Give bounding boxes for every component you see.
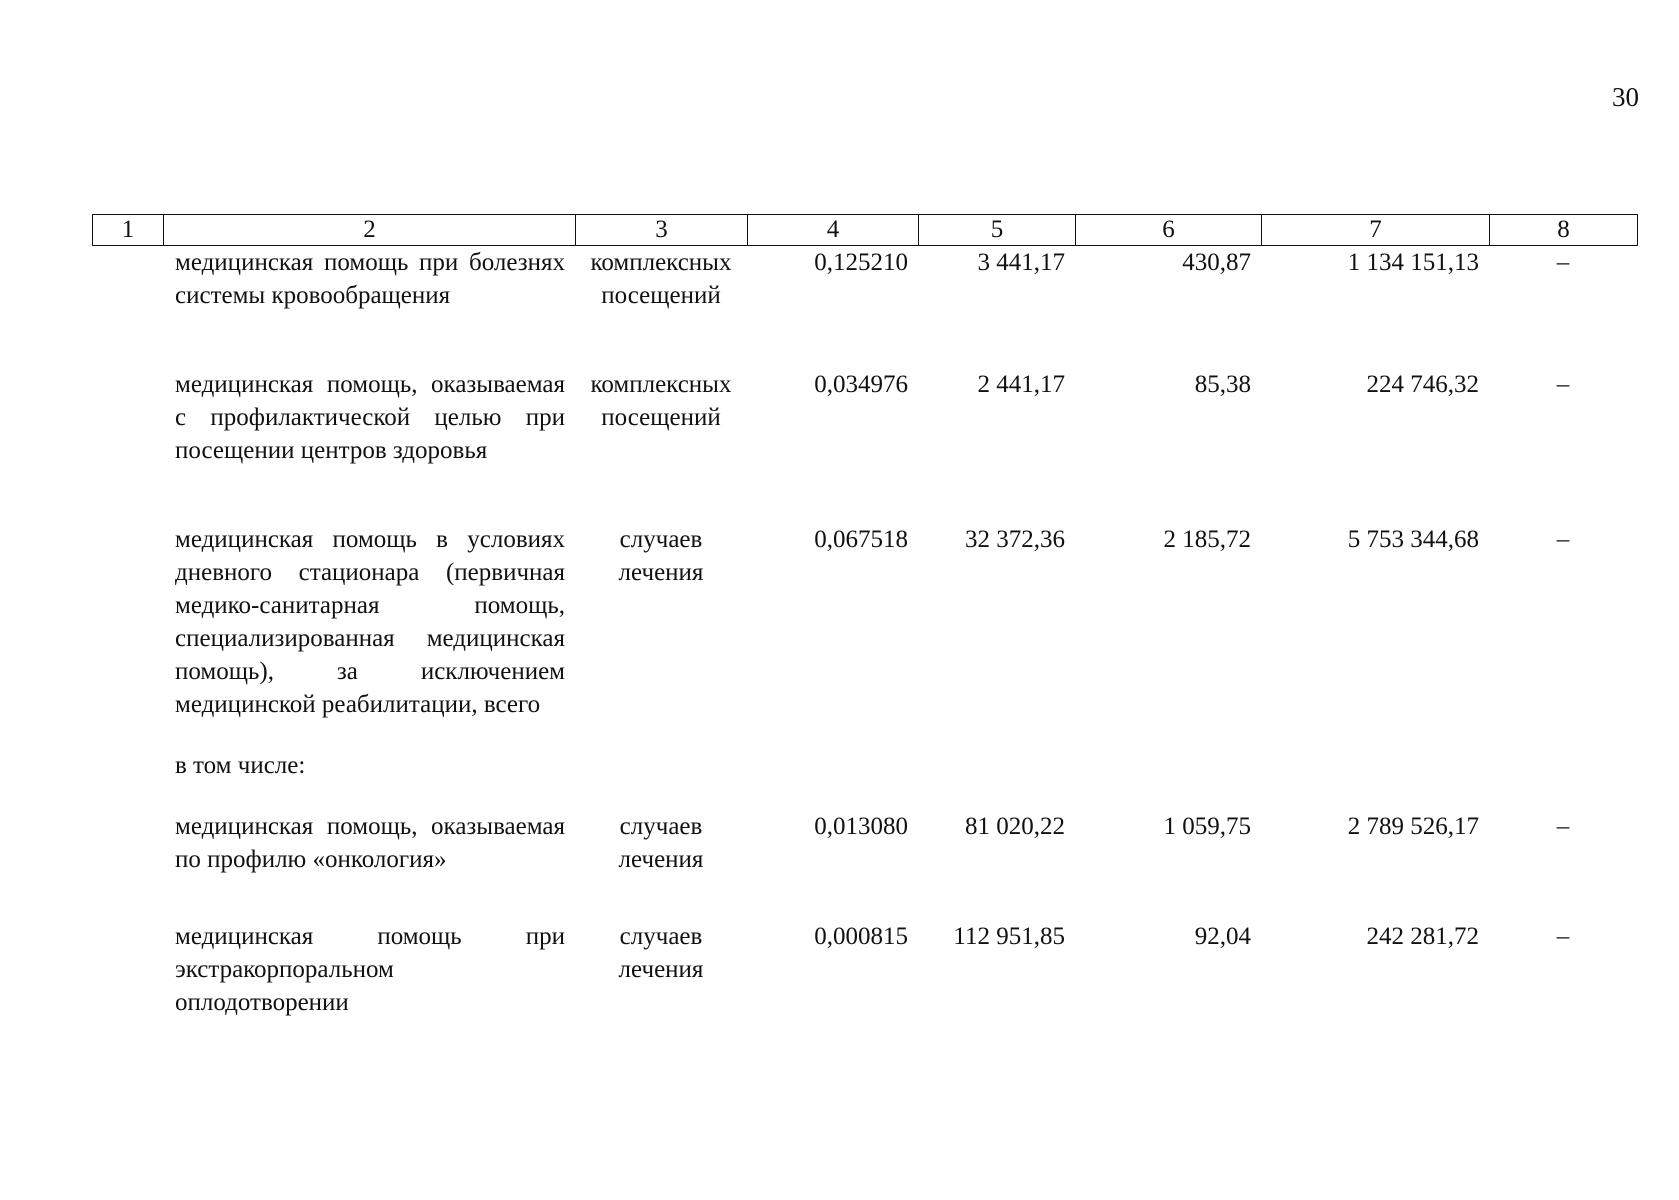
row-index-cell [92,749,163,782]
column-header-1: 1 [93,215,164,246]
row-spacer [92,467,1637,523]
subheading-cell: в том числе: [175,752,306,779]
row-spacer [92,876,1637,920]
value-cell-8: – [1556,249,1570,276]
value-cell-6: 85,38 [1194,371,1251,398]
empty-cell [575,749,1637,782]
value-cell-4: 0,125210 [814,249,908,276]
description-cell: медицинская помощь, оказываемая по профилю «онкология» [175,813,565,873]
value-cell-7: 224 746,32 [1366,371,1479,398]
description-cell: медицинская помощь при экстракорпоральном оплодотворении [175,923,565,1016]
data-table [92,246,1637,1019]
table-row [92,523,1637,721]
value-cell-8: – [1556,923,1570,950]
unit-cell: случаев лечения [618,526,704,586]
row-index-cell [92,810,163,876]
value-cell-7: 242 281,72 [1366,923,1479,950]
table-row [92,368,1637,467]
column-header-4: 4 [748,215,919,246]
value-cell-6: 2 185,72 [1163,526,1251,553]
value-cell-4: 0,067518 [814,526,908,553]
column-header-8: 8 [1490,215,1638,246]
table-row [92,246,1637,312]
column-header-6: 6 [1076,215,1262,246]
value-cell-7: 5 753 344,68 [1347,526,1479,553]
unit-cell: случаев лечения [618,813,704,873]
row-spacer [92,312,1637,368]
page-number: 30 [1612,82,1639,112]
column-header-2: 2 [164,215,576,246]
value-cell-7: 2 789 526,17 [1347,813,1479,840]
value-cell-5: 32 372,36 [965,526,1065,553]
description-cell: медицинская помощь в условиях дневного стационара (первичная медико-санитарная помощь, специализированная медицинская помощь), за исключением медицинской реабилитации, всего [175,526,565,718]
row-index-cell [92,523,163,721]
value-cell-6: 430,87 [1182,249,1251,276]
value-cell-5: 2 441,17 [977,371,1065,398]
value-cell-6: 1 059,75 [1163,813,1251,840]
value-cell-5: 81 020,22 [965,813,1065,840]
unit-cell: случаев лечения [618,923,704,983]
row-index-cell [92,246,163,312]
description-cell: медицинская помощь при болезнях системы кровообращения [175,249,565,309]
row-index-cell [92,920,163,1019]
row-index-cell [92,368,163,467]
table-row [92,920,1637,1019]
value-cell-8: – [1556,813,1570,840]
value-cell-5: 3 441,17 [977,249,1065,276]
unit-cell: комплексных посещений [590,249,732,309]
value-cell-7: 1 134 151,13 [1347,249,1479,276]
table-row [92,749,1637,782]
table-row [92,810,1637,876]
value-cell-6: 92,04 [1194,923,1251,950]
description-cell: медицинская помощь, оказываемая с профилактической целью при посещении центров здоровья [175,371,565,464]
row-spacer [92,721,1637,749]
value-cell-8: – [1556,371,1570,398]
unit-cell: комплексных посещений [590,371,732,431]
value-cell-4: 0,000815 [814,923,908,950]
row-spacer [92,782,1637,810]
column-header-3: 3 [576,215,748,246]
column-header-row [92,214,1638,246]
column-header-5: 5 [919,215,1076,246]
column-header-7: 7 [1262,215,1490,246]
value-cell-4: 0,013080 [814,813,908,840]
value-cell-8: – [1556,526,1570,553]
value-cell-5: 112 951,85 [953,923,1065,950]
value-cell-4: 0,034976 [814,371,908,398]
